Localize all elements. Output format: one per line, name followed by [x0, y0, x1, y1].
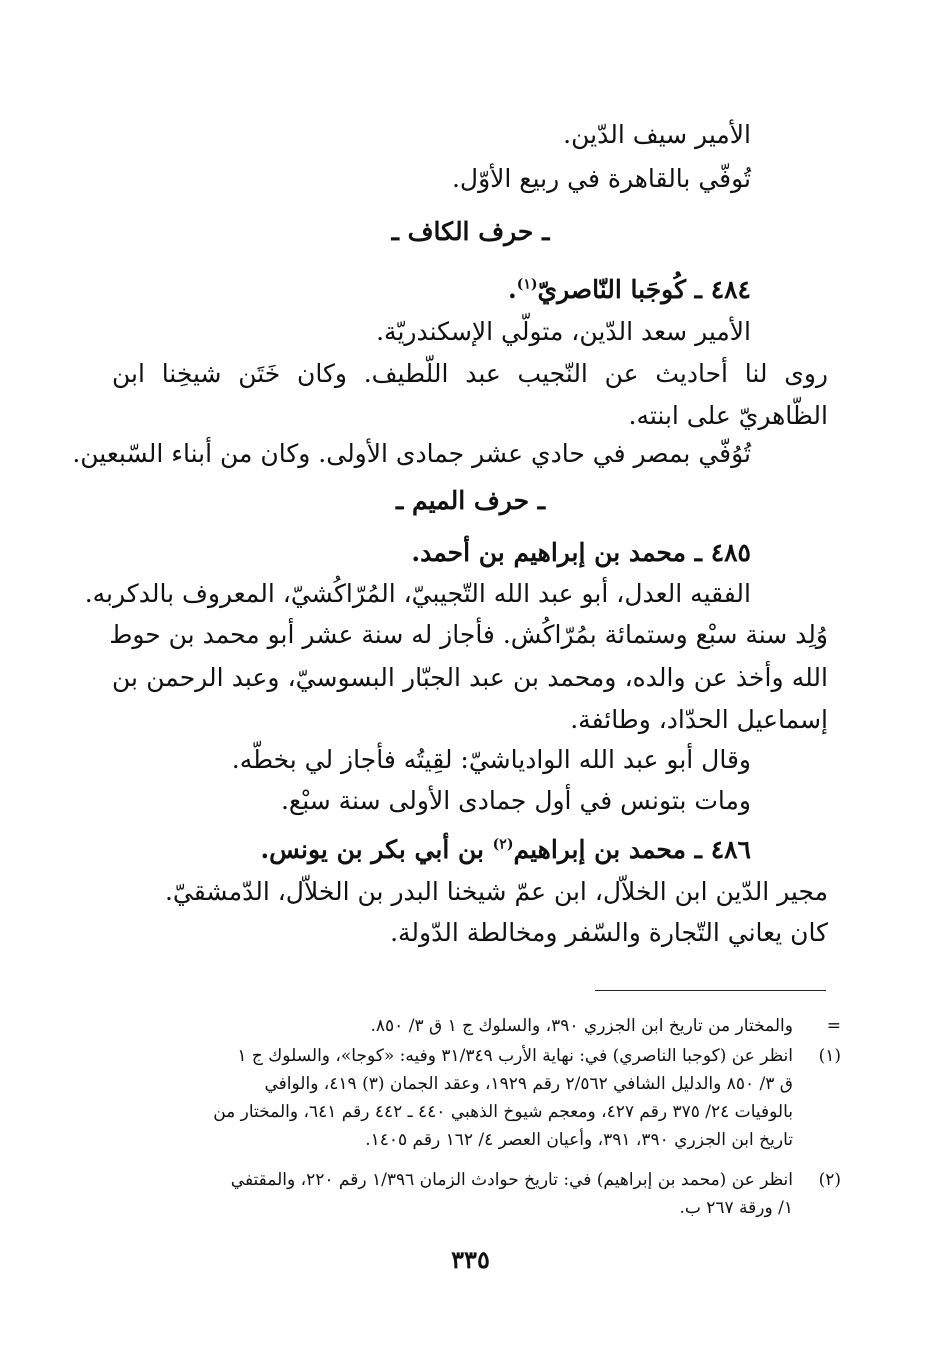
entry-title-text: ٤٨٦ ـ محمد بن إبراهيم	[513, 835, 751, 864]
footnote-continuation-mark: =	[826, 1016, 841, 1036]
body-line: وقال أبو عبد الله الوادياشيّ: لقِيتُه فأجاز لي بخطّه.	[231, 745, 751, 774]
entry-title-end: .	[508, 275, 517, 304]
page-number: ٣٣٥	[451, 1245, 490, 1274]
footnote-line: انظر عن (محمد بن إبراهيم) في: تاريخ حوادث الزمان ١/٣٩٦ رقم ٢٢٠، والمقتفي	[230, 1170, 793, 1190]
entry-title-text: ٤٨٤ ـ كُوجَبا النّاصريّ	[537, 275, 751, 304]
body-line: مجير الدّين ابن الخلاّل، ابن عمّ شيخنا البدر بن الخلاّل، الدّمشقيّ.	[164, 877, 828, 906]
footnote-ref-2: (٢)	[492, 836, 514, 853]
footnote-line: تاريخ ابن الجزري ٣٩٠، ٣٩١، وأعيان العصر ٤/ ١٦٢ رقم ١٤٠٥.	[365, 1130, 793, 1150]
footnote-line: انظر عن (كوجبا الناصري) في: نهاية الأرب ٣١/٣٤٩ وفيه: «كوجا»، والسلوك ج ١	[237, 1046, 793, 1066]
body-line: الفقيه العدل، أبو عبد الله التّجيبيّ، المُرّاكُشيّ، المعروف بالدكربه.	[84, 579, 751, 608]
footnote-line: ١/ ورقة ٢٦٧ ب.	[679, 1198, 793, 1218]
body-line: الله وأخذ عن والده، ومحمد بن عبد الجبّار البسوسيّ، وعبد الرحمن بن	[112, 663, 828, 692]
entry-title-text: بن أبي بكر بن يونس.	[260, 835, 493, 864]
entry-486-title	[260, 832, 751, 868]
body-line: تُوُفّي بمصر في حادي عشر جمادى الأولى. وكان من أبناء السّبعين.	[72, 439, 751, 468]
entry-484-title	[508, 272, 751, 308]
body-line: إسماعيل الحدّاد، وطائفة.	[570, 705, 828, 734]
footnote-line: والمختار من تاريخ ابن الجزري ٣٩٠، والسلوك ج ١ ق ٣/ ٨٥٠.	[370, 1016, 793, 1036]
footnote-number-2: (٢)	[818, 1170, 841, 1190]
footnote-line: ق ٣/ ٨٥٠ والدليل الشافي ٢/٥٦٢ رقم ١٩٢٩، وعقد الجمان (٣) ٤١٩، والوافي	[264, 1074, 793, 1094]
section-heading-mim: ـ حرف الميم ـ	[395, 486, 546, 515]
entry-485-title: ٤٨٥ ـ محمد بن إبراهيم بن أحمد.	[411, 538, 751, 567]
body-line: وُلِد سنة سبْع وستمائة بمُرّاكُش. فأجاز له سنة عشر أبو محمد بن حوط	[109, 620, 828, 649]
body-line: تُوفّي بالقاهرة في ربيع الأوّل.	[451, 164, 751, 193]
footnote-number-1: (١)	[818, 1046, 841, 1066]
body-line: روى لنا أحاديث عن النّجيب عبد اللّطيف. وكان خَتَن شيخِنا ابن	[112, 359, 828, 388]
footnote-separator	[595, 990, 826, 991]
body-line: الأمير سعد الدّين، متولّي الإسكندريّة.	[376, 317, 751, 346]
footnote-ref-1: (١)	[516, 276, 538, 293]
body-line: الأمير سيف الدّين.	[563, 120, 751, 149]
section-heading-kaf: ـ حرف الكاف ـ	[391, 217, 550, 246]
footnote-line: بالوفيات ٢٤/ ٣٧٥ رقم ٤٢٧، ومعجم شيوخ الذهبي ٤٤٠ ـ ٤٤٢ رقم ٦٤١، والمختار من	[213, 1102, 793, 1122]
body-line: كان يعاني التّجارة والسّفر ومخالطة الدّولة.	[390, 918, 828, 947]
body-line: ومات بتونس في أول جمادى الأولى سنة سبْع.	[280, 786, 751, 815]
body-line: الظّاهريّ على ابنته.	[628, 401, 828, 430]
